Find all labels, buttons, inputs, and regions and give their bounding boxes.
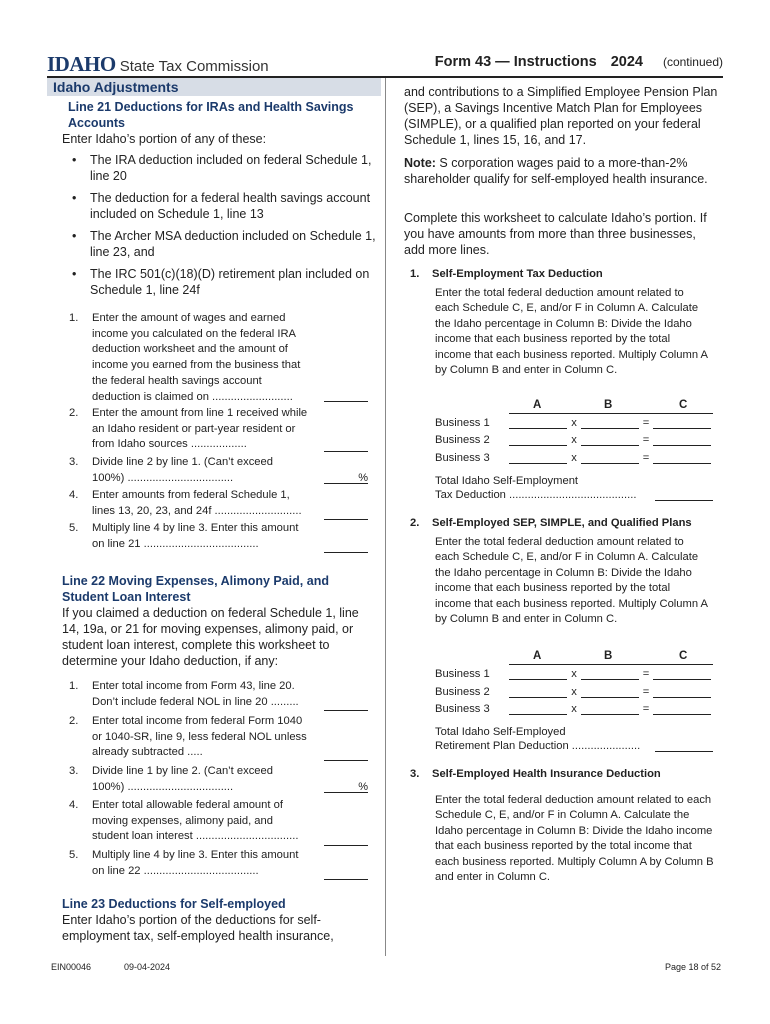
worksheet-line: 4. Enter total allowable federal amount of moving expenses, alimony paid, and student loan interest ................................. [62, 798, 368, 848]
answer-blank[interactable] [324, 540, 368, 553]
worksheet-line: 5. Multiply line 4 by line 3. Enter this amount on line 22 ..................................... [62, 848, 368, 881]
answer-blank[interactable] [324, 867, 368, 880]
note-label: Note: [404, 156, 436, 170]
worksheet-line: 2. Enter the amount from line 1 received while an Idaho resident or part-year resident or from Idaho sources .................. [62, 406, 368, 455]
line22-intro: If you claimed a deduction on federal Schedule 1, line 14, 19a, or 21 for moving expenses, alimony paid, or student loan interest, complete this worksheet to determine your Idaho deduction, if any: [62, 606, 359, 668]
agency-logo [47, 52, 269, 77]
worksheet-line: 5. Multiply line 4 by line 3. Enter this amount on line 21 ..................................... [62, 521, 368, 554]
column-b-header: B [604, 399, 613, 411]
col-c-blank[interactable] [653, 668, 711, 680]
worksheet-line: 3. Divide line 2 by line 1. (Can’t exceed 100%) .................................. % [69, 456, 368, 484]
section-instructions: Enter the total federal deduction amount related to each Schedule C, E, and/or F in Column A. Calculate the Idaho percentage in Column B: Divide the Idaho income that each business reported by the total income that each business reported. Multiply Column A by Column B and enter in Column C. [435, 793, 714, 883]
column-a-header: A [533, 650, 542, 662]
col-c-blank[interactable] [653, 417, 711, 429]
revision-date: 09-04-2024 [124, 962, 171, 972]
answer-blank[interactable] [324, 389, 368, 402]
worksheet-intro: Complete this worksheet to calculate Idaho’s portion. If you have amounts from more than three businesses, add more lines. [404, 211, 707, 257]
line21-intro: Enter Idaho’s portion of any of these: [62, 132, 267, 146]
answer-blank[interactable] [324, 833, 368, 846]
total-blank[interactable] [655, 740, 713, 752]
section-instructions: Enter the total federal deduction amount related to each Schedule C, E, and/or F in Column A. Calculate the Idaho percentage in Column B: Divide the Idaho income that each business reported by the total income that each business reported. Multiply Column A by Column B and enter in Column C. [435, 535, 708, 625]
line21-worksheet [62, 311, 368, 554]
column-b-header: B [604, 650, 613, 662]
answer-blank[interactable] [324, 698, 368, 711]
col-a-blank[interactable] [509, 668, 567, 680]
idaho-logo-mark: IDAHO [47, 52, 116, 76]
col-c-blank[interactable] [653, 703, 711, 715]
column-divider [385, 78, 386, 956]
col-c-blank[interactable] [653, 452, 711, 464]
total-row: Total Idaho Self-Employment Tax Deduction ......................................... [435, 475, 637, 501]
col-a-blank[interactable] [509, 434, 567, 446]
col-b-blank[interactable] [581, 417, 639, 429]
line22-heading: Line 22 Moving Expenses, Alimony Paid, and Student Loan Interest [62, 574, 329, 604]
form-year: 2024 [610, 54, 643, 70]
list-item: • The IRA deduction included on federal Schedule 1, line 20 [62, 152, 378, 184]
worksheet-line: 3. Divide line 1 by line 2. (Can’t exceed 100%) .................................. % [69, 765, 368, 793]
worksheet-line: 4. Enter amounts from federal Schedule 1, lines 13, 20, 23, and 24f ............................ [62, 488, 368, 521]
form-code: EIN00046 [51, 962, 92, 972]
worksheet-line: 1. Enter the amount of wages and earned income you calculated on the federal IRA deduction worksheet and the amount of income you earned from the business that the federal health savings account deduction is claimed on .......................... [62, 311, 368, 406]
section-heading: Self-Employed Health Insurance Deduction [432, 768, 661, 780]
line21-heading: Line 21 Deductions for IRAs and Health Savings Accounts [68, 100, 354, 130]
section-instructions: Enter the total federal deduction amount related to each Schedule C, E, and/or F in Column A. Calculate the Idaho percentage in Column B: Divide the Idaho income that each business reported by the total income that each business reported. Multiply Column A by Column B and enter in Column C. [435, 286, 708, 376]
percent-blank[interactable]: % [324, 780, 368, 793]
business-row: Business 3 x = [435, 452, 711, 464]
continuation-text: and contributions to a Simplified Employee Pension Plan (SEP), a Savings Incentive Match Plan for Employees (SIMPLE), or a qualified plan reported on your federal Schedule 1, lines 15, 16, and 17. [404, 85, 718, 147]
note-text: S corporation wages paid to a more-than-2% shareholder qualify for self-employed health insurance. [404, 156, 708, 186]
page-number: Page 18 of 52 [664, 962, 721, 972]
se-retirement-section: 2. Self-Employed SEP, SIMPLE, and Qualified Plans Enter the total federal deduction amount related to each Schedule C, E, and/or F in Column A. Calculate the Idaho percentage in Column B: Divide the Idaho income that each business reported by the total income that each business reported. Multiply Column A by Column B and enter in Column C. [404, 516, 719, 628]
line23-heading: Line 23 Deductions for Self-employed [62, 897, 286, 911]
col-b-blank[interactable] [581, 668, 639, 680]
business-row: Business 1 x = [435, 417, 711, 429]
continued-label: (continued) [662, 55, 723, 69]
col-b-blank[interactable] [581, 452, 639, 464]
column-c-header: C [679, 650, 688, 662]
col-b-blank[interactable] [581, 686, 639, 698]
worksheet-line: 1. Enter total income from Form 43, line 20. Don’t include federal NOL in line 20 ......... [62, 679, 368, 714]
page-header [47, 48, 723, 76]
total-blank[interactable] [655, 489, 713, 501]
section-heading: Self-Employed SEP, SIMPLE, and Qualified Plans [432, 517, 692, 529]
line21-bullet-list [62, 152, 378, 298]
column-header-rule [509, 664, 713, 665]
se-tax-section: 1. Self-Employment Tax Deduction Enter the total federal deduction amount related to each Schedule C, E, and/or F in Column A. Calculate the Idaho percentage in Column B: Divide the Idaho income that each business reported by the total income that each business reported. Multiply Column A by Column B and enter in Column C. [404, 267, 719, 379]
answer-blank[interactable] [324, 439, 368, 452]
col-a-blank[interactable] [509, 452, 567, 464]
business-row: Business 3 x = [435, 703, 711, 715]
worksheet-line: 2. Enter total income from federal Form 1040 or 1040-SR, line 9, less federal NOL unless already subtracted ..... [62, 714, 368, 764]
business-row: Business 2 x = [435, 434, 711, 446]
se-health-section: 3. Self-Employed Health Insurance Deduction Enter the total federal deduction amount related to each Schedule C, E, and/or F in Column A. Calculate the Idaho percentage in Column B: Divide the Idaho income that each business reported by the total income that each business reported. Multiply Column A by Column B and enter in Column C. [404, 767, 719, 886]
line22-worksheet [62, 679, 368, 881]
col-a-blank[interactable] [509, 417, 567, 429]
col-c-blank[interactable] [653, 686, 711, 698]
total-row: Total Idaho Self-Employed Retirement Plan Deduction ...................... [435, 726, 641, 752]
col-a-blank[interactable] [509, 703, 567, 715]
list-item: • The Archer MSA deduction included on Schedule 1, line 23, and [62, 228, 378, 260]
column-c-header: C [679, 399, 688, 411]
form-name: Form 43 — Instructions [434, 54, 597, 70]
answer-blank[interactable] [324, 748, 368, 761]
agency-name: State Tax Commission [119, 58, 269, 75]
section-title: Idaho Adjustments [47, 78, 381, 96]
form-title [435, 54, 723, 70]
col-a-blank[interactable] [509, 686, 567, 698]
line23-text: Enter Idaho’s portion of the deductions for self-employment tax, self-employed health insurance, [62, 913, 334, 943]
list-item: • The IRC 501(c)(18)(D) retirement plan included on Schedule 1, line 24f [62, 266, 378, 298]
col-b-blank[interactable] [581, 434, 639, 446]
col-b-blank[interactable] [581, 703, 639, 715]
column-a-header: A [533, 399, 542, 411]
section-heading: Self-Employment Tax Deduction [432, 268, 603, 280]
note [404, 155, 716, 187]
business-row: Business 2 x = [435, 686, 711, 698]
column-header-rule [509, 413, 713, 414]
col-c-blank[interactable] [653, 434, 711, 446]
business-row: Business 1 x = [435, 668, 711, 680]
list-item: • The deduction for a federal health savings account included on Schedule 1, line 13 [62, 190, 378, 222]
percent-blank[interactable]: % [324, 471, 368, 484]
answer-blank[interactable] [324, 507, 368, 520]
